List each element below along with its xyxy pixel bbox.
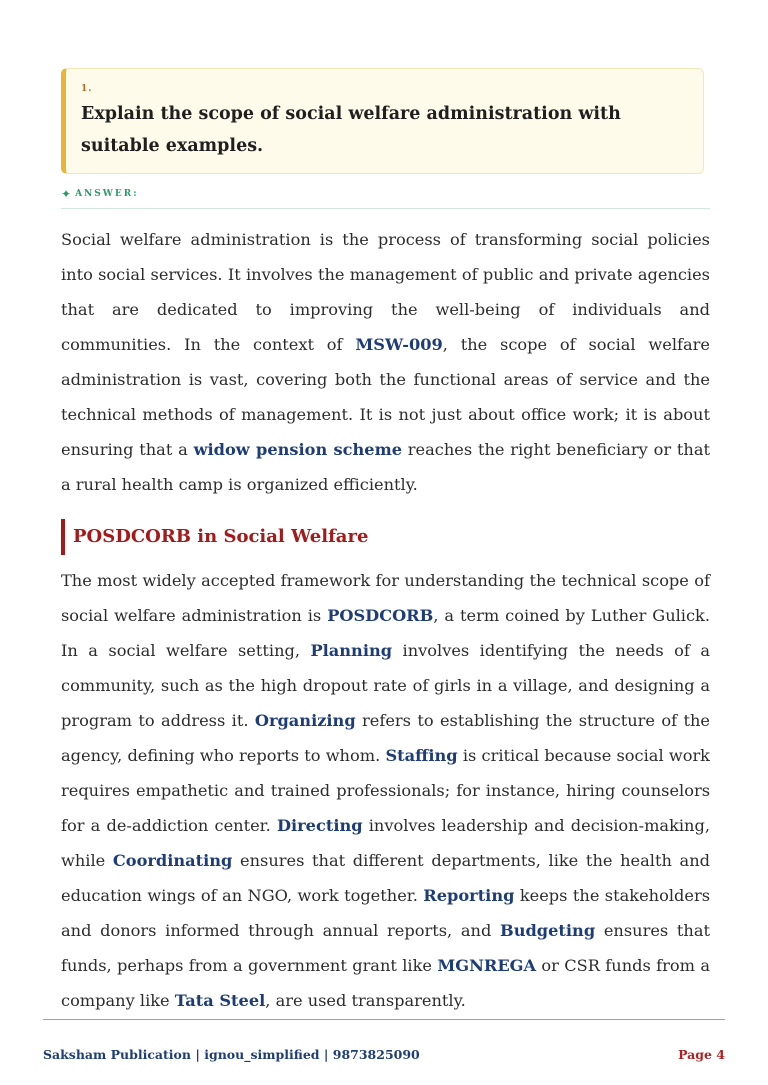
keyword-highlight: MSW-009 — [355, 335, 443, 354]
question-box — [61, 68, 704, 174]
keyword-highlight: Tata Steel — [174, 991, 266, 1010]
answer-paragraph-intro: Social welfare administration is the process of transforming social policies into social services. It involves the management of public and private agencies that are dedicated to improving the well-being of individuals and communities. In the context of MSW-009, the scope of social welfare administration is vast, covering both the functional areas of service and the technical methods of management. It is not just about office work; it is about ensuring that a widow pension scheme reaches the right beneficiary or that a rural health camp is organized efficiently. — [61, 230, 710, 494]
footer-publisher: Saksham Publication | ignou_simplified | 9873825090 — [43, 1047, 420, 1062]
page-number: Page 4 — [678, 1047, 725, 1062]
question-text: Explain the scope of social welfare administration with suitable examples. — [81, 104, 621, 156]
section-heading: POSDCORB in Social Welfare — [61, 519, 368, 555]
keyword-highlight: POSDCORB — [327, 606, 434, 625]
keyword-highlight: Directing — [276, 816, 363, 835]
keyword-highlight: Coordinating — [112, 851, 233, 870]
keyword-highlight: MGNREGA — [437, 956, 537, 975]
keyword-highlight: widow pension scheme — [193, 440, 402, 459]
answer-label: ANSWER: — [75, 189, 139, 199]
keyword-highlight: Reporting — [423, 886, 515, 905]
keyword-highlight: Staffing — [385, 746, 458, 765]
answer-header — [61, 186, 710, 209]
sparkle-icon: ✦ — [61, 187, 72, 201]
keyword-highlight: Budgeting — [500, 921, 596, 940]
question-number: 1. — [81, 84, 93, 94]
keyword-highlight: Organizing — [254, 711, 356, 730]
keyword-highlight: Planning — [310, 641, 393, 660]
answer-paragraph-posdcorb: The most widely accepted framework for understanding the technical scope of social welfare administration is POSDCORB, a term coined by Luther Gulick. In a social welfare setting, Planning involves identifying the needs of a community, such as the high dropout rate of girls in a village, and designing a program to address it. Organizing refers to establishing the structure of the agency, defining who reports to whom. Staffing is critical because social work requires empathetic and trained professionals; for instance, hiring counselors for a de-addiction center. Directing involves leadership and decision-making, while Coordinating ensures that different departments, like the health and education wings of an NGO, work together. Reporting keeps the stakeholders and donors informed through annual reports, and Budgeting ensures that funds, perhaps from a government grant like MGNREGA or CSR funds from a company like Tata Steel, are used transparently. — [61, 571, 711, 1010]
footer-divider — [43, 1019, 725, 1020]
